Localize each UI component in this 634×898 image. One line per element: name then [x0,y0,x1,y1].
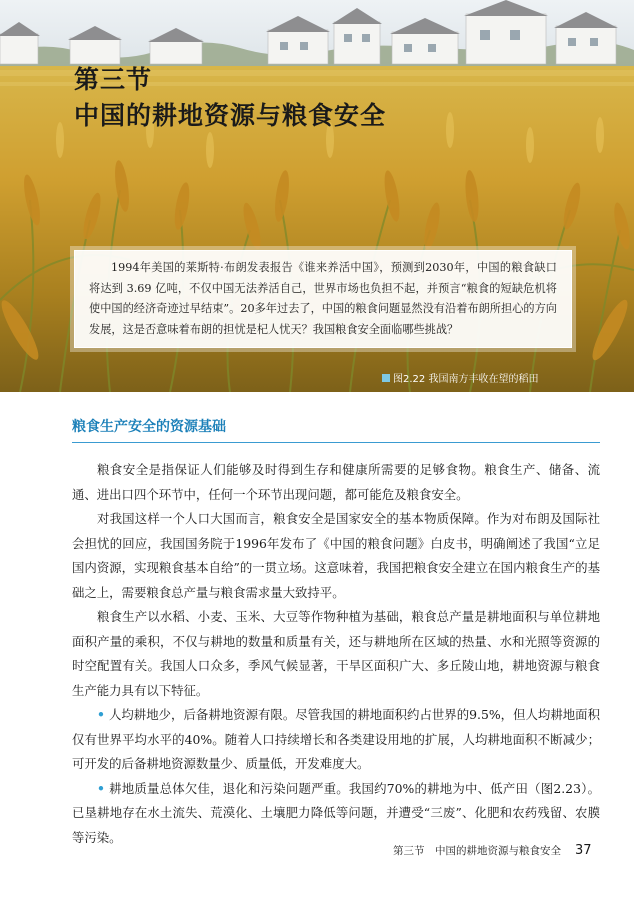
paragraph: 对我国这样一个人口大国而言，粮食安全是国家安全的基本物质保障。作为对布朗及国际社会担忧的回应，我国国务院于1996年发布了《中国的粮食问题》白皮书，明确阐述了我国“立足国内资源，实现粮食基本自给”的一贯立场。这意味着，我国把粮食安全建立在国内粮食生产的基础之上，需要粮食总产量与粮食需求量大致持平。 [72,511,600,600]
section-number: 第三节 [74,65,153,94]
running-title: 第三节 中国的耕地资源与粮食安全 [393,845,561,857]
section-divider [72,442,600,443]
page-footer [393,843,592,858]
paragraph: 粮食安全是指保证人们能够及时得到生存和健康所需要的足够食物。粮食生产、储备、流通、进出口四个环节中，任何一个环节出现问题，都可能危及粮食安全。 [72,462,600,502]
bullet-text: 耕地质量总体欠佳，退化和污染问题严重。我国约70%的耕地为中、低产田（图2.23）。已垦耕地存在水土流失、荒漠化、土壤肥力降低等问题，并遭受“三废”、化肥和农药残留、农膜等污染。 [72,780,600,845]
section-heading: 粮食生产安全的资源基础 [72,419,226,435]
bullet-text: 人均耕地少，后备耕地资源有限。尽管我国的耕地面积约占世界的9.5%，但人均耕地面积仅有世界平均水平的40%。随着人口持续增长和各类建设用地的扩展，人均耕地面积不断减少；可开发的后备耕地资源数量少、质量低，开发难度大。 [72,707,600,771]
figure-caption-text: 图2.22 我国南方丰收在望的稻田 [393,374,539,385]
bullet-dot-icon: • [97,707,105,722]
figure-caption [382,370,538,385]
bullet-item [72,703,600,777]
bullet-item [72,777,600,851]
page-number: 37 [575,843,592,858]
caption-marker-icon [382,374,390,382]
bullet-dot-icon: • [97,780,105,796]
intro-box: 1994年美国的莱斯特·布朗发表报告《谁来养活中国》，预测到2030年，中国的粮食缺口将达到 3.69 亿吨，不仅中国无法养活自己，世界市场也负担不起，并预言“粮食的短缺危机将使中国的经济奇迹过早结束”。20多年过去了，中国的粮食问题显然没有沿着布朗所担心的方向发展，这是否意味着布朗的担忧是杞人忧天？我国粮食安全面临哪些挑战？ [74,250,572,348]
paragraph: 粮食生产以水稻、小麦、玉米、大豆等作物种植为基础，粮食总产量是耕地面积与单位耕地面积产量的乘积，不仅与耕地的数量和质量有关，还与耕地所在区域的热量、水和光照等资源的时空配置有关。我国人口众多，季风气候显著，干旱区面积广大、多丘陵山地，耕地资源与粮食生产能力具有以下特征。 [72,609,600,698]
body-text [72,458,600,850]
rice-field-photo [0,0,634,392]
page-title: 中国的耕地资源与粮食安全 [74,101,387,130]
